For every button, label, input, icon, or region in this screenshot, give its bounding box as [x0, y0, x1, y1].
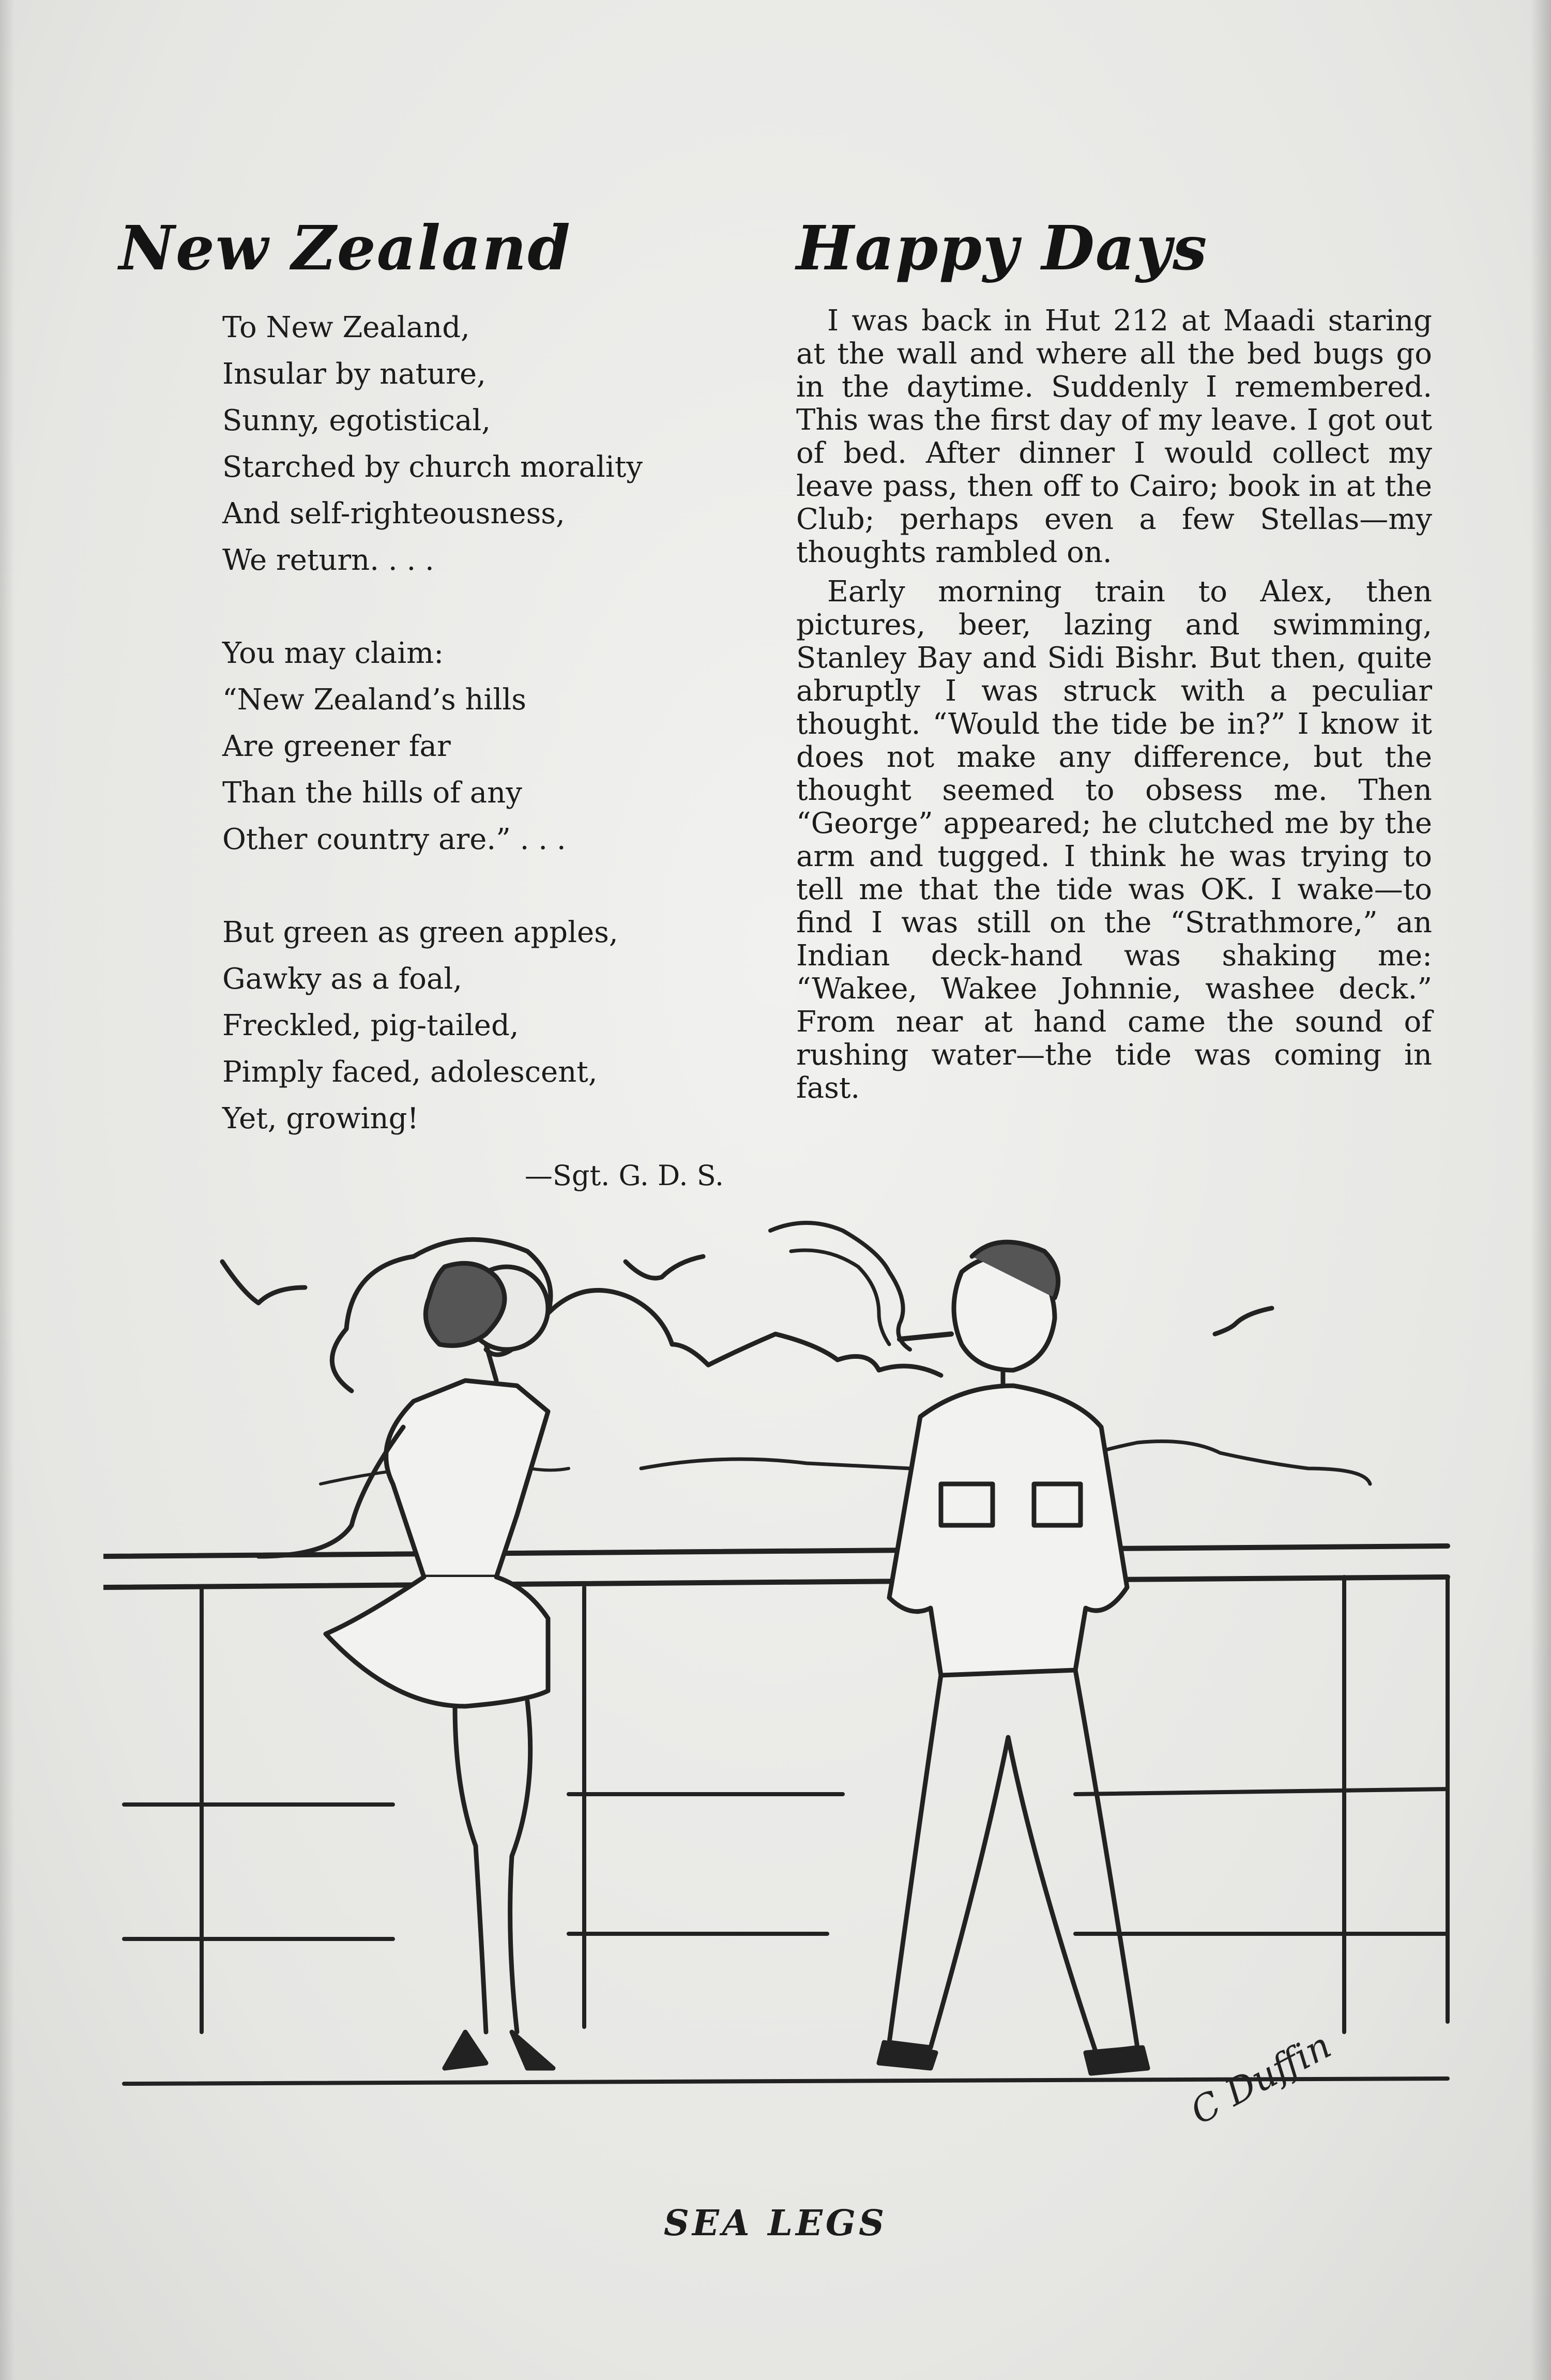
woman-figure — [258, 1263, 553, 2068]
story-column — [796, 212, 1432, 1105]
story-body — [796, 305, 1432, 1105]
poem-line: Insular by nature, — [222, 357, 486, 391]
story-title: Happy Days — [796, 212, 1208, 284]
poem-stanza-2 — [222, 630, 713, 863]
cartoon-illustration — [103, 1194, 1458, 2177]
poem-line: Yet, growing! — [222, 1102, 419, 1135]
poem-line: You may claim: — [222, 636, 444, 670]
artist-signature: C Duffin — [1183, 2024, 1338, 2133]
poem-line: To New Zealand, — [222, 311, 470, 344]
poem-line: Pimply faced, adolescent, — [222, 1055, 598, 1089]
railing-rails — [124, 1789, 1448, 1939]
poem-stanza-3 — [222, 909, 713, 1142]
poem-line: And self-righteousness, — [222, 497, 565, 530]
poem-stanza-1 — [222, 305, 713, 584]
poem-line: Other country are.” . . . — [222, 823, 566, 856]
page-left-edge — [0, 0, 14, 2380]
bird-icon — [1215, 1308, 1272, 1334]
story-paragraph: Early morning train to Alex, then pictures, beer, lazing and swimming, Stanley Bay and Sidi Bishr. But then, quite abruptly I was struck with a peculiar thought. “Would the tide be in?” I know it does not make any difference, but the thought seemed to obsess me. Then “George” appeared; he clutched me by the arm and tugged. I think he was trying to tell me that the tide was OK. I wake—to find I was still on the “Strathmore,” an Indian deck-hand was shaking me: “Wakee, Wakee Johnnie, washee deck.” From near at hand came the sound of rushing water—the tide was coming in fast. — [796, 575, 1432, 1105]
bird-icon — [222, 1262, 305, 1303]
poem-line: Starched by church morality — [222, 450, 643, 484]
poem-line: We return. . . . — [222, 543, 434, 577]
cartoon-caption: SEA LEGS — [663, 2203, 888, 2244]
poem-line: Are greener far — [222, 730, 451, 763]
poem-line: “New Zealand’s hills — [222, 683, 527, 717]
poem-line: Freckled, pig-tailed, — [222, 1009, 519, 1042]
poem-title: New Zealand — [119, 212, 571, 284]
bird-icon — [626, 1256, 703, 1278]
story-paragraph: I was back in Hut 212 at Maadi staring at the wall and where all the bed bugs go in the daytime. Suddenly I remembered. This was the first day of my leave. I got out of bed. After dinner I would collect my leave pass, then off to Cairo; book in at the Club; perhaps even a few Stellas—my thoughts rambled on. — [796, 304, 1432, 569]
poem-line: Than the hills of any — [222, 776, 522, 810]
poem-line: Sunny, egotistical, — [222, 404, 491, 437]
poem-column — [119, 212, 724, 1199]
poem-line: But green as green apples, — [222, 916, 618, 949]
smoke — [791, 1250, 889, 1344]
page-right-edge — [1530, 0, 1551, 2380]
poem-line: Gawky as a foal, — [222, 962, 463, 996]
poem-body — [222, 305, 724, 1199]
smoke — [770, 1223, 910, 1350]
poem-author: —Sgt. G. D. S. — [524, 1159, 724, 1192]
